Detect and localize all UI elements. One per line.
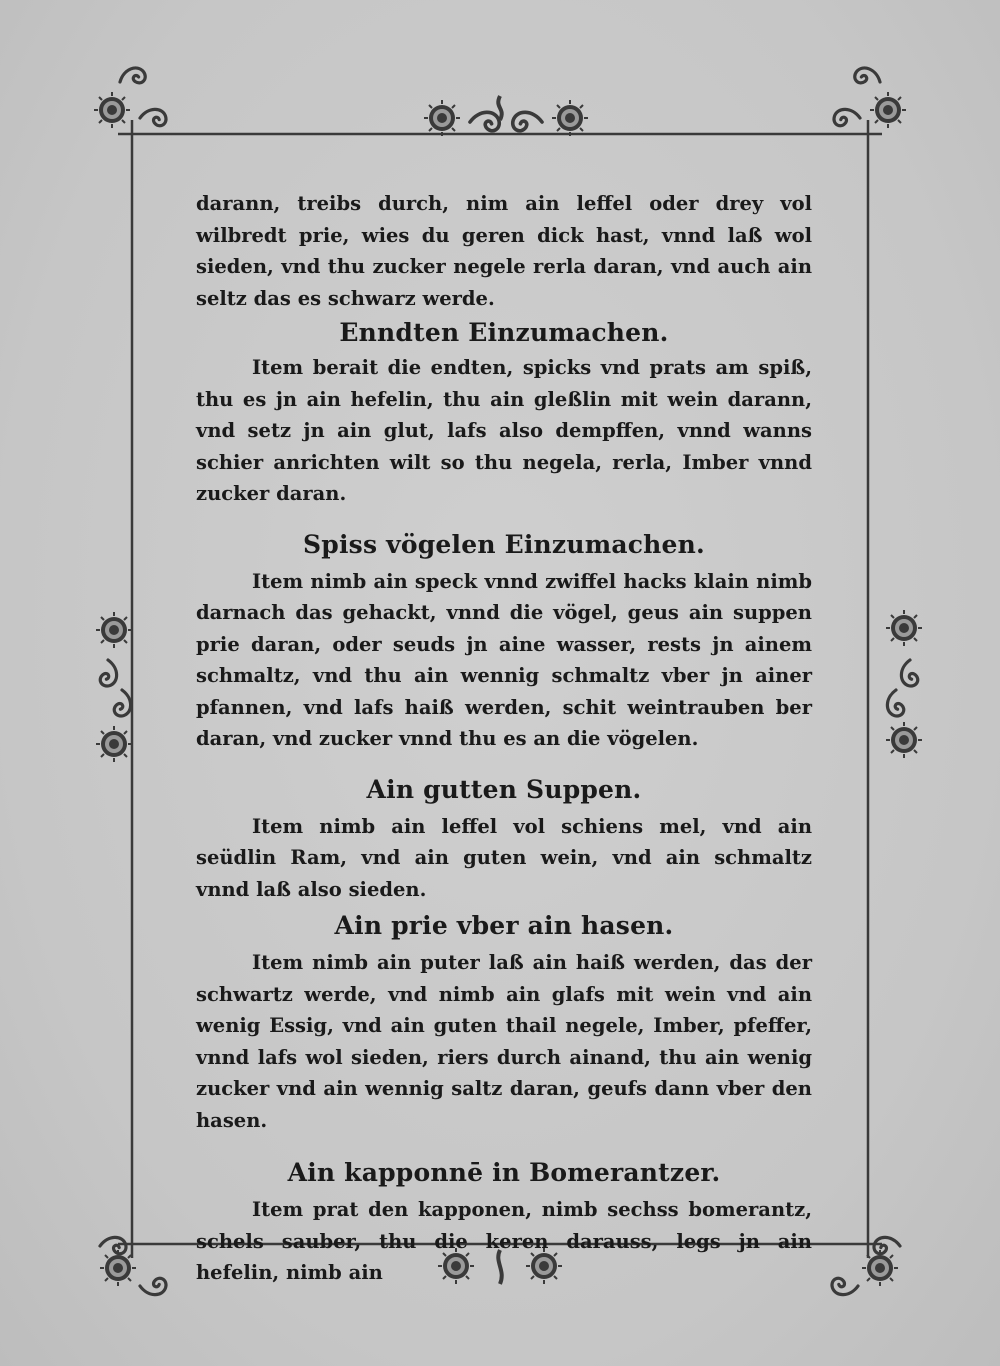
heading-spiss-voegelen: Spiss vögelen Einzumachen. bbox=[303, 529, 705, 559]
paragraph-enndten: Item berait die endten, spicks vnd prats am spiß, thu es jn ain hefelin, thu ain gleßlin mit wein darann, vnd setz jn ain glut, lafs also dempffen, vnnd wanns schier anrichten wilt so thu negela, rerla, Imber vnnd zucker daran. bbox=[196, 356, 812, 505]
top-right-corner-ornament bbox=[834, 65, 906, 128]
paragraph-gutten-suppen: Item nimb ain leffel vol schiens mel, vnd ain seüdlin Ram, vnd ain guten wein, vnd ain schmaltz vnnd laß also sieden. bbox=[196, 814, 812, 901]
heading-kapponne: Ain kapponnē in Bomerantzer. bbox=[287, 1158, 721, 1187]
text-column bbox=[196, 188, 812, 1289]
paragraph-kapponne: Item prat den kapponen, nimb sechss bomerantz, schels sauber, thu die keren darauss, legs jn ain hefelin, nimb ain bbox=[196, 1198, 812, 1284]
left-side-ornament bbox=[96, 612, 132, 762]
heading-enndten: Enndten Einzumachen. bbox=[339, 318, 669, 347]
paragraph-intro: darann, treibs durch, nim ain leffel oder drey vol wilbredt prie, wies du geren dick hast, vnnd laß wol sieden, vnd thu zucker negele rerla daran, vnd auch ain seltz das es schwarz werde. bbox=[196, 192, 812, 310]
paragraph-spiss-voegelen: Item nimb ain speck vnnd zwiffel hacks klain nimb darnach das gehackt, vnnd die vögel, geus ain suppen prie daran, oder seuds jn aine wasser, rests jn ainem schmaltz, vnd thu ain wennig schmaltz vber jn ainer pfannen, vnd lafs haiß werden, schit weintrauben ber daran, vnd zucker vnnd thu es an die vögelen. bbox=[196, 569, 812, 750]
right-side-ornament bbox=[886, 610, 922, 758]
top-left-corner-ornament bbox=[94, 65, 166, 128]
bottom-right-corner-ornament bbox=[832, 1237, 900, 1294]
top-center-ornament bbox=[424, 96, 588, 136]
heading-prie-hasen: Ain prie vber ain hasen. bbox=[334, 911, 674, 940]
heading-gutten-suppen: Ain gutten Suppen. bbox=[366, 774, 642, 804]
paragraph-prie-hasen: Item nimb ain puter laß ain haiß werden, das der schwartz werde, vnd nimb ain glafs mit wein vnd ain wenig Essig, vnd ain guten thail negele, Imber, pfeffer, vnnd lafs wol sieden, riers durch ainand, thu ain wenig zucker vnd ain wennig saltz daran, geufs dann vber den hasen. bbox=[196, 951, 812, 1132]
